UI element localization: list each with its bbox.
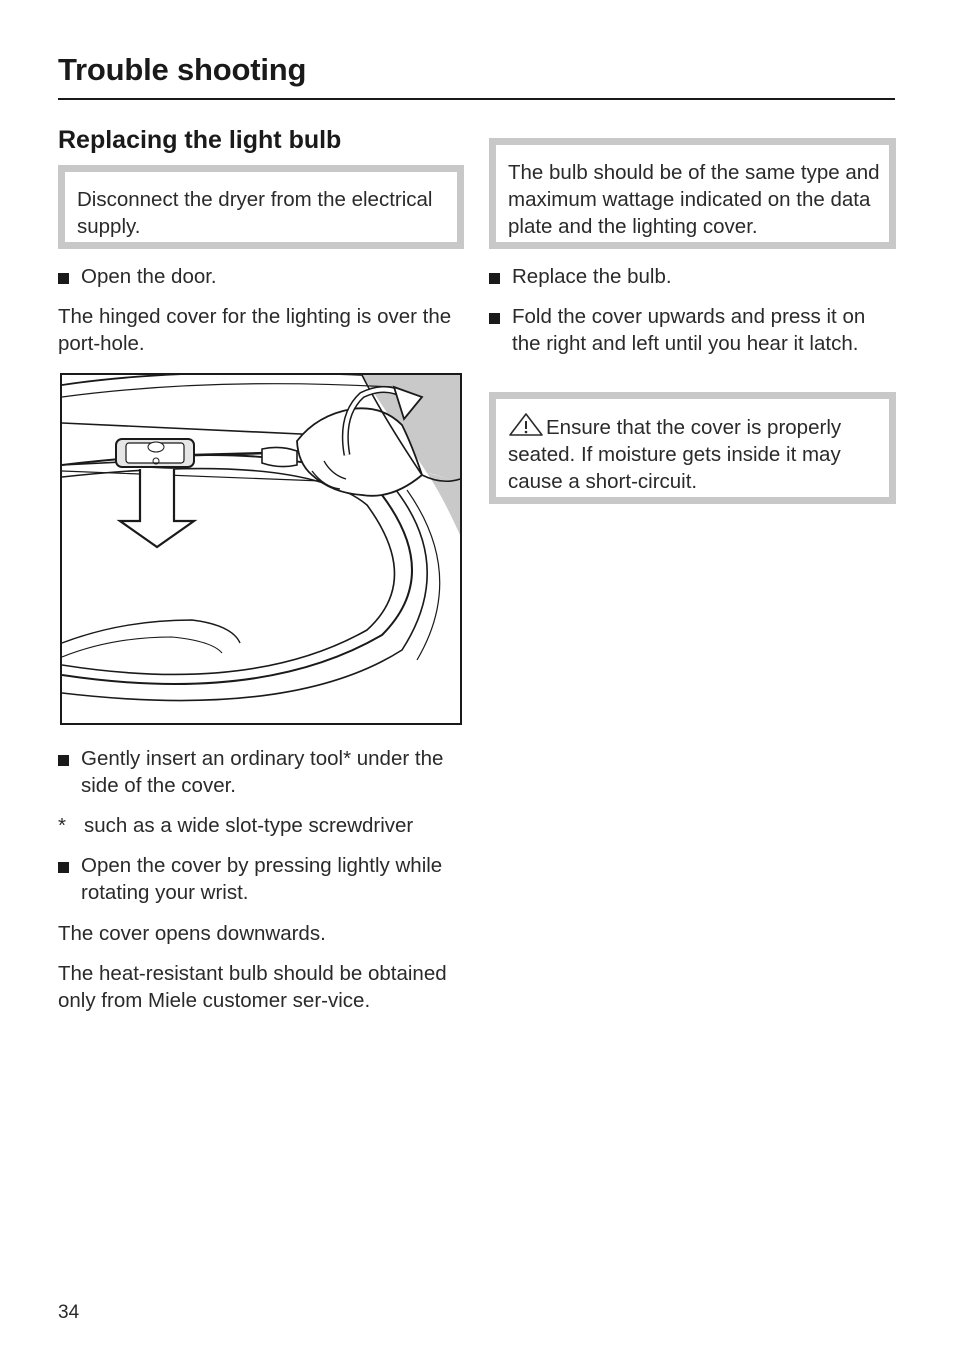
disconnect-notice-text: Disconnect the dryer from the electrical supply. [77,188,433,238]
title-divider [58,98,895,100]
step-fold-cover [489,303,889,357]
step-replace-bulb [489,263,895,290]
port-hole-illustration [60,373,462,725]
cover-opens-paragraph: The cover opens downwards. [58,922,326,945]
step-insert-tool [58,745,464,799]
step-open-cover-text: Open the cover by pressing lightly while rotating your wrist. [81,854,443,904]
moisture-warning-box [489,392,896,504]
bulb-type-notice-box [489,138,896,249]
step-open-door-text: Open the door. [81,265,217,288]
section-title: Replacing the light bulb [58,126,342,154]
bullet-square-icon [58,755,69,766]
bulb-source-paragraph: The heat-resistant bulb should be obtained only from Miele customer ser-vice. [58,962,447,1012]
bulb-type-notice-text: The bulb should be of the same type and maximum wattage indicated on the data plate and the lighting cover. [508,161,880,238]
step-open-door [58,263,464,290]
bullet-square-icon [58,273,69,284]
bullet-square-icon [58,862,69,873]
step-open-cover [58,852,464,906]
hinged-cover-paragraph: The hinged cover for the lighting is over the port-hole. [58,305,452,355]
page-number: 34 [58,1302,80,1323]
disconnect-notice-box [58,165,464,249]
page-title: Trouble shooting [58,52,307,87]
step-fold-cover-text: Fold the cover upwards and press it on the right and left until you hear it latch. [512,305,866,355]
bullet-square-icon [489,273,500,284]
bullet-square-icon [489,313,500,324]
step-replace-bulb-text: Replace the bulb. [512,265,672,288]
footnote-text: such as a wide slot-type screwdriver [84,814,414,837]
step-insert-tool-text: Gently insert an ordinary tool* under the side of the cover. [81,747,444,797]
moisture-warning-text: Ensure that the cover is properly seated. If moisture gets inside it may cause a short-circuit. [508,416,842,493]
warning-triangle-icon [508,412,544,437]
footnote-marker: * [58,814,66,837]
